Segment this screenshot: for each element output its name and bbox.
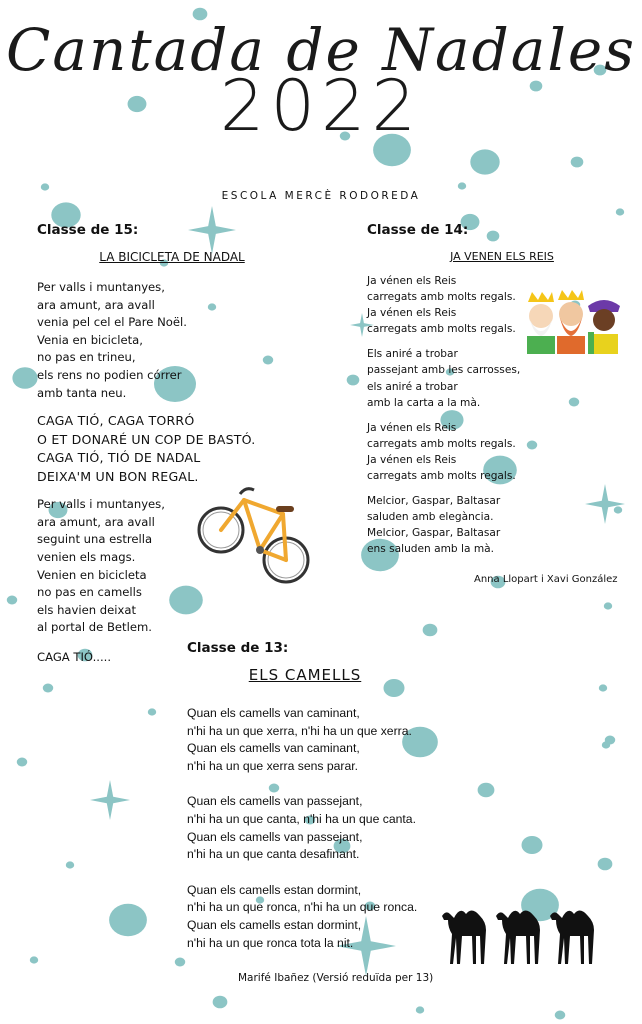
lyric-line: ens saluden amb la mà.: [367, 543, 494, 556]
lyric-line: n'hi ha un que canta, n'hi ha un que canta.: [187, 811, 416, 826]
lyric-line: saluden amb elegància.: [367, 511, 494, 524]
lyric-line: Quan els camells van caminant,: [187, 741, 360, 756]
class-13-heading: Classe de 13:: [187, 640, 289, 656]
class-14-heading: Classe de 14:: [367, 222, 469, 238]
lyric-line: seguint una estrella: [37, 532, 153, 547]
class-13-song-title: ELS CAMELLS: [248, 666, 362, 684]
lyric-line: carregats amb molts regals.: [367, 437, 516, 450]
lyric-line: Per valls i muntanyes,: [37, 280, 165, 294]
snow-blot: [416, 1006, 424, 1013]
class-14-stanza-4: [367, 493, 637, 557]
class-14-stanza-3: [367, 420, 637, 484]
snow-blot: [571, 157, 584, 168]
lyric-line: n'hi ha un que xerra sens parar.: [187, 758, 359, 773]
lyric-line: carregats amb molts regals.: [367, 470, 516, 483]
snow-blot: [175, 958, 186, 967]
snow-blot: [7, 596, 18, 605]
sparkle-star-icon: [90, 780, 130, 820]
lyric-line: al portal de Betlem.: [37, 620, 152, 635]
lyric-line: Venien en bicicleta: [37, 567, 147, 582]
class-13-stanza-3: [187, 882, 447, 952]
lyric-line: Quan els camells van passejant,: [187, 829, 363, 844]
snow-blot: [598, 858, 613, 871]
lyric-line: venia pel cel el Pare Noël.: [37, 315, 187, 330]
lyric-line: carregats amb molts regals.: [367, 323, 516, 336]
king-gaspar: [557, 290, 585, 354]
snow-blot: [347, 375, 360, 386]
bicycle-illustration: [188, 484, 316, 588]
lyric-line: venien els mags.: [37, 549, 136, 564]
lyric-line: Els aniré a trobar: [367, 348, 458, 361]
class-15-stanza-1: [37, 279, 297, 402]
class-15-song-title: LA BICICLETA DE NADAL: [99, 250, 245, 264]
lyric-line: Ja vénen els Reis: [367, 421, 457, 434]
class-13-credit: Marifé Ibañez (Versió reduïda per 13): [238, 972, 434, 984]
class-14-credit: Anna Llopart i Xavi González: [474, 574, 618, 585]
lyric-line: CAGA TIÓ, TIÓ DE NADAL: [37, 450, 201, 466]
lyric-line: no pas en trineu,: [37, 350, 136, 365]
snow-blot: [470, 149, 499, 174]
poster-year: 2022: [219, 65, 423, 147]
lyric-line: els aniré a trobar: [367, 380, 458, 393]
snow-blot: [423, 624, 438, 637]
school-name: ESCOLA MERCÈ RODOREDA: [221, 190, 421, 202]
class-14-section: [367, 222, 637, 567]
lyric-line: no pas en camells: [37, 585, 142, 600]
camels-illustration: [440, 906, 600, 966]
snow-blot: [213, 996, 228, 1009]
lyric-line: Ja vénen els Reis: [367, 275, 457, 287]
snow-blot: [602, 741, 610, 748]
lyric-line: DEIXA'M UN BON REGAL.: [37, 468, 199, 484]
snow-blot: [522, 836, 543, 854]
lyric-line: n'hi ha un que xerra, n'hi ha un que xerra.: [187, 723, 412, 738]
class-15-section: [37, 222, 297, 677]
snow-blot: [30, 956, 38, 963]
lyric-line: O ET DONARÉ UN COP DE BASTÓ.: [37, 431, 256, 447]
lyric-line: Quan els camells van passejant,: [187, 794, 363, 809]
lyric-line: Quan els camells van caminant,: [187, 706, 360, 720]
lyric-line: Ja vénen els Reis: [367, 307, 457, 320]
class-15-heading: Classe de 15:: [37, 222, 139, 238]
lyric-line: Quan els camells estan dormint,: [187, 882, 362, 897]
class-14-stanza-2: [367, 346, 637, 410]
lyric-line: ara amunt, ara avall: [37, 297, 155, 312]
class-14-song-title: JA VENEN ELS REIS: [450, 250, 554, 263]
lyric-line: amb tanta neu.: [37, 385, 127, 400]
lyric-line: carregats amb molts regals.: [367, 291, 516, 304]
lyric-line: amb la carta a la mà.: [367, 396, 481, 409]
class-15-ending: CAGA TIÓ.....: [37, 649, 112, 664]
snow-blot: [17, 758, 28, 767]
class-13-section: [187, 640, 447, 970]
lyric-line: els havien deixat: [37, 602, 137, 617]
snow-blot: [599, 684, 607, 691]
king-melcior: [527, 292, 555, 354]
lyric-line: passejant amb les carrosses,: [367, 364, 521, 377]
snow-blot: [148, 708, 156, 715]
class-13-stanza-1: [187, 705, 447, 775]
lyric-line: n'hi ha un que ronca tota la nit.: [187, 935, 354, 950]
poster-title: Cantada de Nadales: [6, 16, 636, 84]
snow-blot: [478, 783, 495, 797]
king-baltasar: [588, 300, 620, 354]
snow-blot: [66, 861, 74, 868]
lyric-line: n'hi ha un que ronca, n'hi ha un que ronca.: [187, 900, 418, 915]
three-kings-illustration: [522, 290, 624, 354]
lyric-line: els rens no podien córrer: [37, 367, 182, 382]
lyric-line: Ja vénen els Reis: [367, 453, 457, 466]
lyric-line: Melcior, Gaspar, Baltasar: [367, 527, 501, 540]
class-15-chorus: [37, 412, 297, 486]
lyric-line: Venia en bicicleta,: [37, 332, 143, 347]
snow-blot: [43, 684, 54, 693]
snow-blot: [109, 904, 147, 936]
lyric-line: Quan els camells estan dormint,: [187, 917, 362, 932]
snow-blot: [616, 208, 624, 215]
snow-blot: [12, 367, 37, 389]
lyric-line: Per valls i muntanyes,: [37, 497, 165, 512]
lyric-line: ara amunt, ara avall: [37, 514, 155, 529]
class-13-stanza-2: [187, 793, 447, 863]
snow-blot: [555, 1011, 566, 1020]
snow-blot: [458, 182, 466, 189]
lyric-line: Melcior, Gaspar, Baltasar: [367, 495, 501, 508]
lyric-line: n'hi ha un que canta desafinant.: [187, 847, 360, 862]
lyric-line: CAGA TIÓ, CAGA TORRÓ: [37, 413, 195, 429]
snow-blot: [604, 602, 612, 609]
